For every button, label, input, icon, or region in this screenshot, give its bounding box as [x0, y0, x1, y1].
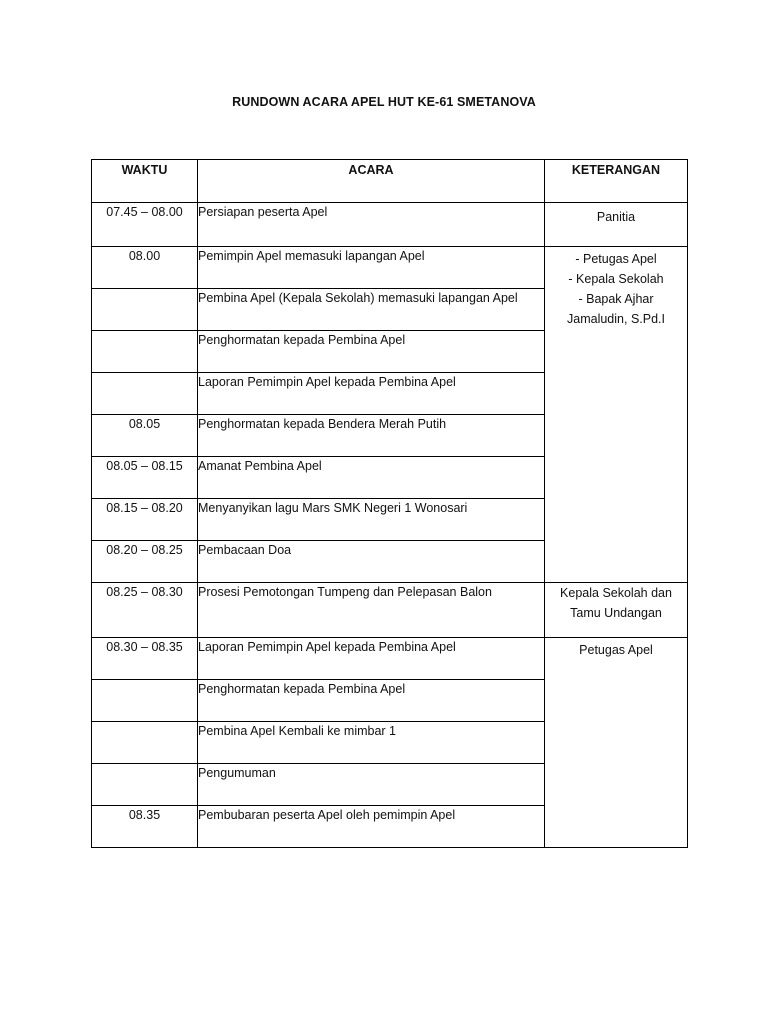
cell-acara: Laporan Pemimpin Apel kepada Pembina Apel [198, 638, 545, 680]
cell-keterangan-group-1 [545, 247, 688, 583]
cell-acara: Pembubaran peserta Apel oleh pemimpin Apel [198, 806, 545, 848]
rundown-table [91, 159, 688, 848]
keterangan-line: Jamaludin, S.Pd.I [567, 312, 665, 326]
cell-waktu: 08.35 [92, 806, 198, 848]
cell-keterangan-petugas-apel: Petugas Apel [545, 638, 688, 848]
cell-acara: Pemimpin Apel memasuki lapangan Apel [198, 247, 545, 289]
table-row [92, 247, 688, 289]
header-keterangan: KETERANGAN [545, 160, 688, 203]
header-acara: ACARA [198, 160, 545, 203]
cell-waktu: 07.45 – 08.00 [92, 203, 198, 247]
cell-keterangan-kepala-sekolah [545, 583, 688, 638]
cell-waktu [92, 764, 198, 806]
cell-acara: Pengumuman [198, 764, 545, 806]
cell-acara: Persiapan peserta Apel [198, 203, 545, 247]
cell-waktu [92, 289, 198, 331]
document-title: RUNDOWN ACARA APEL HUT KE-61 SMETANOVA [232, 95, 536, 109]
cell-waktu: 08.05 – 08.15 [92, 457, 198, 499]
keterangan-line: - Kepala Sekolah [568, 272, 664, 286]
cell-keterangan-panitia: Panitia [545, 203, 688, 247]
cell-acara: Penghormatan kepada Pembina Apel [198, 680, 545, 722]
cell-acara: Amanat Pembina Apel [198, 457, 545, 499]
cell-acara: Pembina Apel Kembali ke mimbar 1 [198, 722, 545, 764]
cell-waktu [92, 373, 198, 415]
cell-waktu: 08.30 – 08.35 [92, 638, 198, 680]
cell-waktu: 08.00 [92, 247, 198, 289]
cell-waktu [92, 722, 198, 764]
keterangan-line: Kepala Sekolah dan [560, 586, 672, 600]
table-row [92, 203, 688, 247]
cell-acara: Penghormatan kepada Pembina Apel [198, 331, 545, 373]
cell-acara: Menyanyikan lagu Mars SMK Negeri 1 Wonosari [198, 499, 545, 541]
cell-waktu: 08.05 [92, 415, 198, 457]
keterangan-line: - Bapak Ajhar [578, 292, 654, 306]
table-row [92, 638, 688, 680]
cell-acara: Prosesi Pemotongan Tumpeng dan Pelepasan Balon [198, 583, 545, 638]
cell-acara: Pembacaan Doa [198, 541, 545, 583]
cell-waktu: 08.25 – 08.30 [92, 583, 198, 638]
keterangan-line: - Petugas Apel [575, 252, 657, 266]
table-header-row [92, 160, 688, 203]
table-row [92, 583, 688, 638]
cell-waktu [92, 331, 198, 373]
cell-waktu [92, 680, 198, 722]
header-waktu: WAKTU [92, 160, 198, 203]
cell-acara: Penghormatan kepada Bendera Merah Putih [198, 415, 545, 457]
cell-waktu: 08.15 – 08.20 [92, 499, 198, 541]
cell-waktu: 08.20 – 08.25 [92, 541, 198, 583]
cell-acara: Pembina Apel (Kepala Sekolah) memasuki lapangan Apel [198, 289, 545, 331]
keterangan-line: Tamu Undangan [570, 606, 662, 620]
cell-acara: Laporan Pemimpin Apel kepada Pembina Apel [198, 373, 545, 415]
